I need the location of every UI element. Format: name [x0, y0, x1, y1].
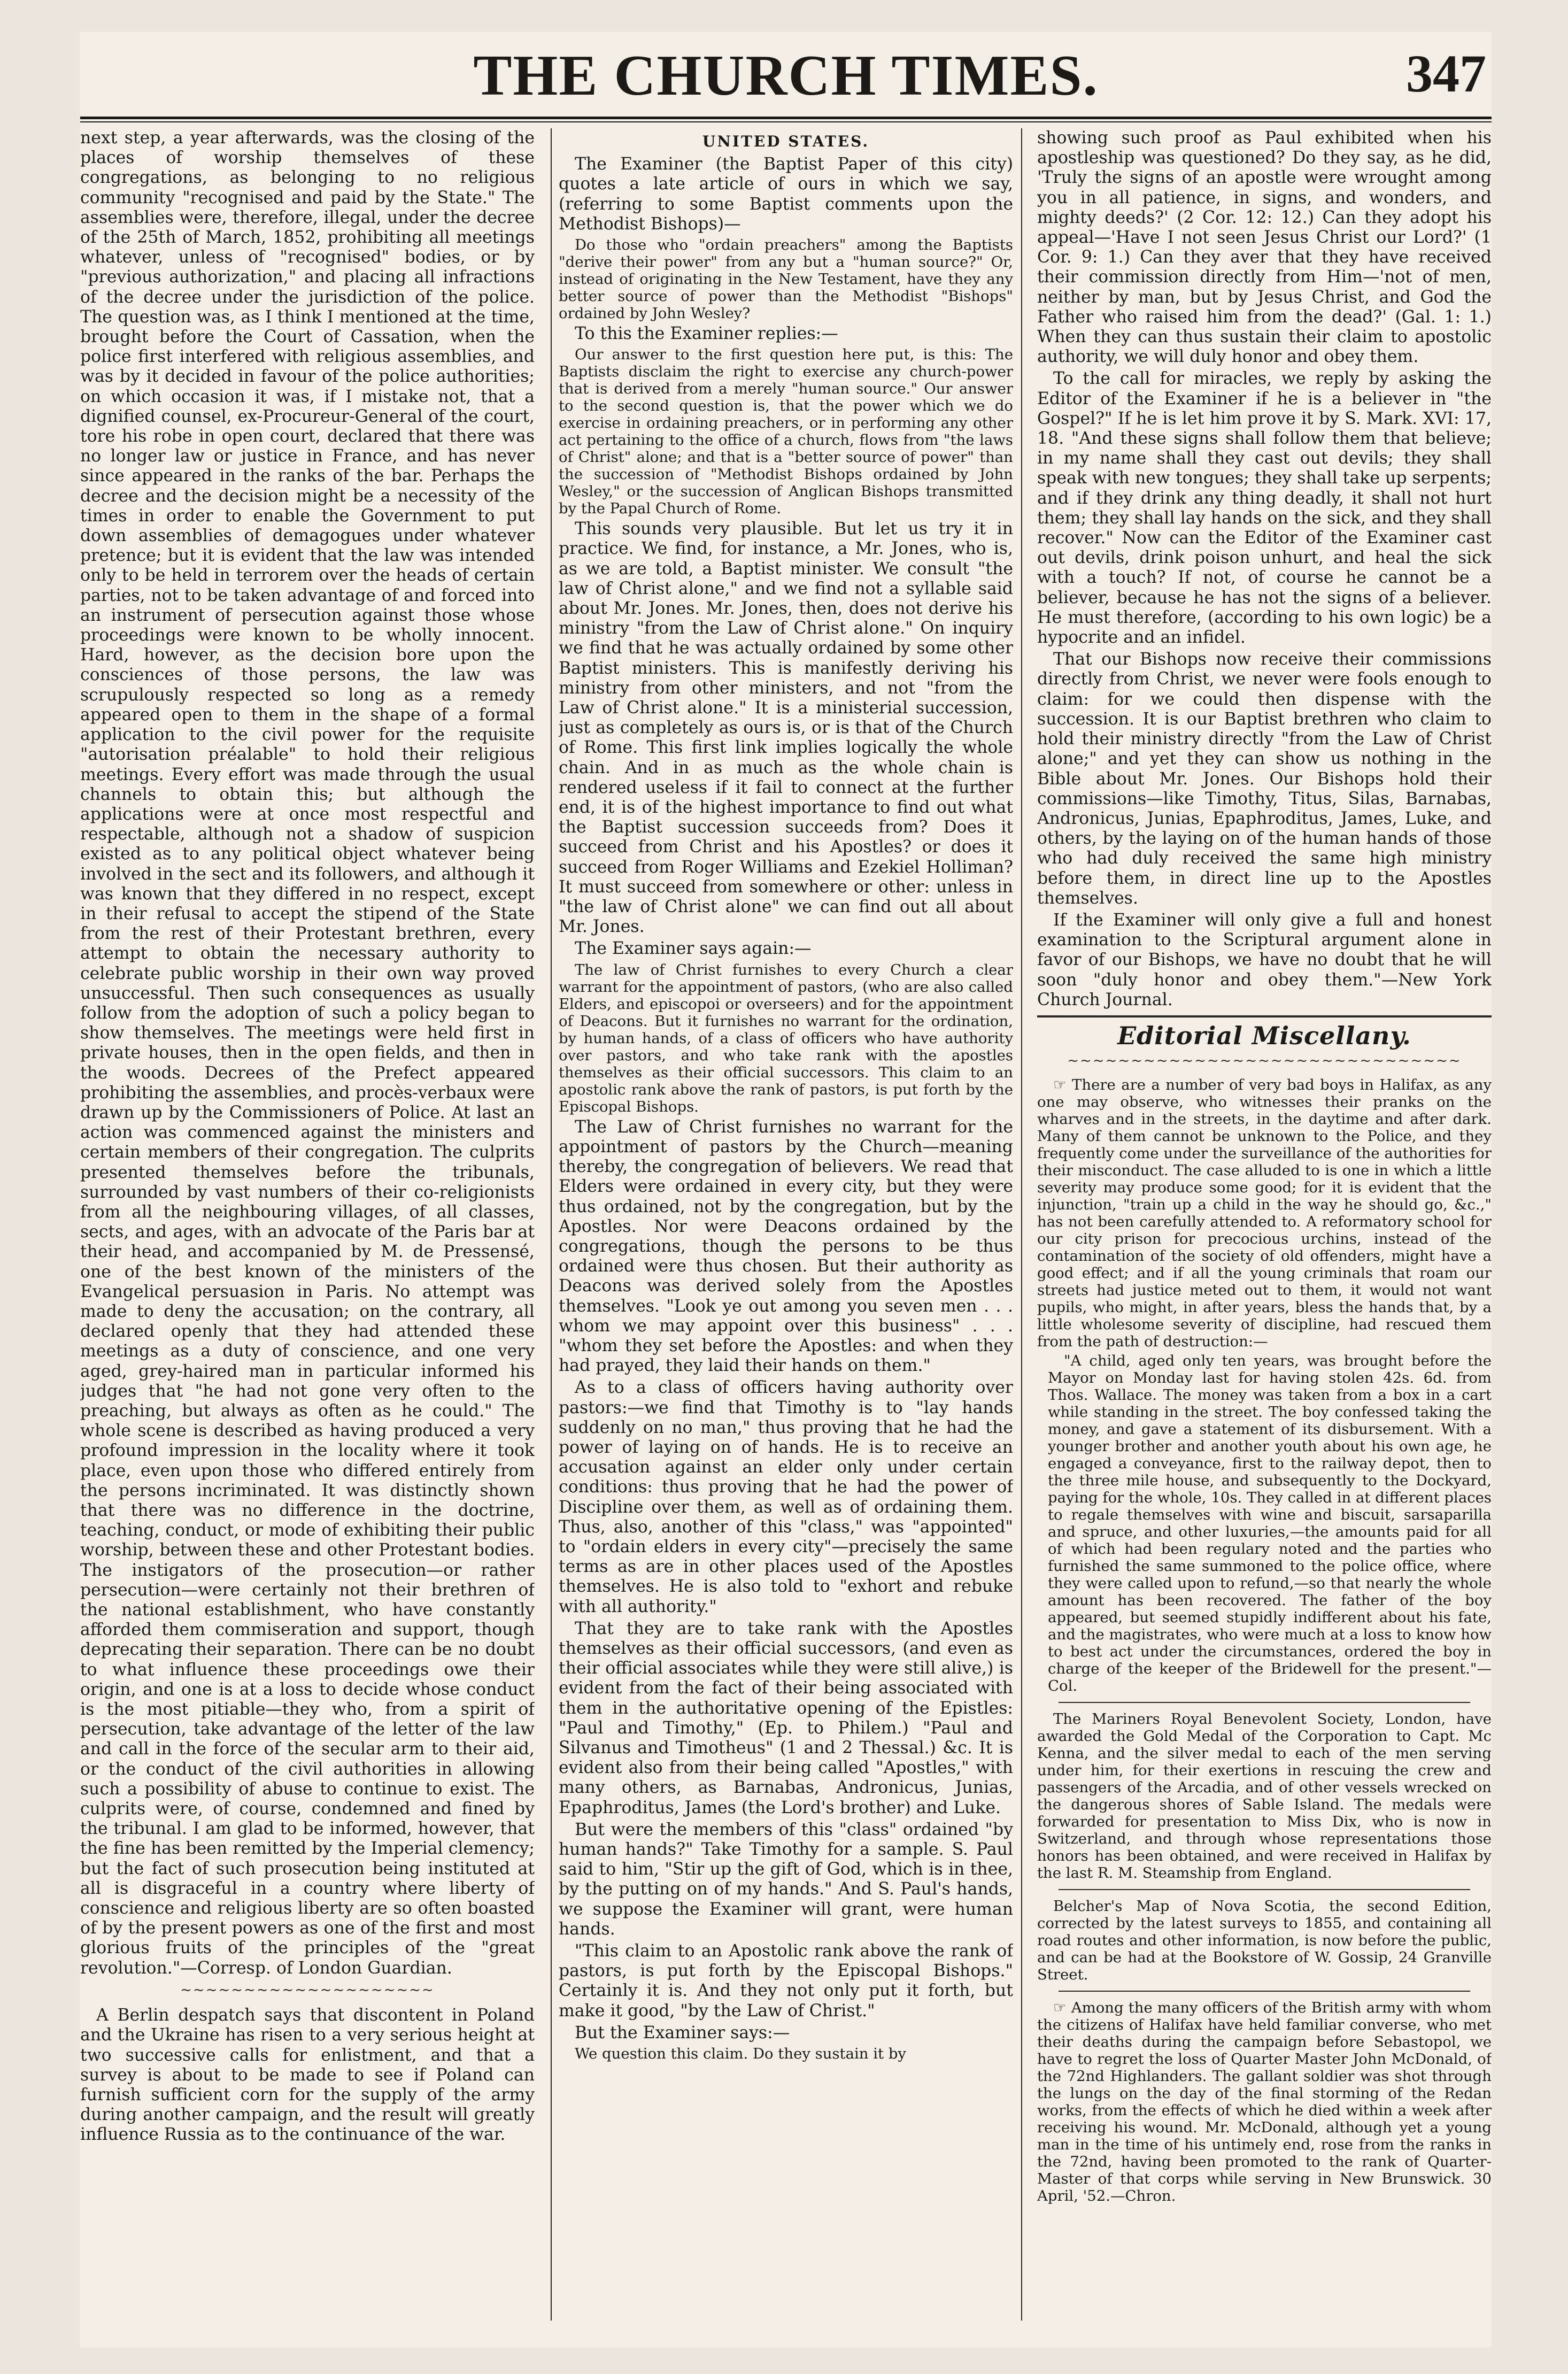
quoted-paragraph: The law of Christ furnishes to every Church a clear warrant for the appointment of pastors, (who are also called Elders, and episcopoi or overseers) and for the appointment of Deacons. But it furnishes no warrant for the ordination, by human hands, of a class of officers who have authority over pastors, and who take rank with the apostles themselves as their official successors. This claim to an apostolic rank above the rank of pastors, is put forth by the Episcopal Bishops. [559, 961, 1013, 1115]
columns [80, 128, 1492, 2337]
quoted-paragraph: Do those who "ordain preachers" among the Baptists "derive their power" from any but a "human source?" Or, instead of originating in the New Testament, have they any better source of power than the Methodist "Bishops" ordained by John Wesley? [559, 236, 1013, 322]
article-paragraph: That our Bishops now receive their commissions directly from Christ, we never were fools enough to claim: for we could then dispense with the succession. It is our Baptist brethren who claim to hold their ministry directly "from the Law of Christ alone;" and yet they can show us nothing in the Bible about Mr. Jones. Our Bishops hold their commissions—like Timothy, Titus, Silas, Barnabas, Andronicus, Junias, Epaphroditus, James, Luke, and others, by the laying on of the human hands of those who had duly received the same high ministry before them, in direct line up to the Apostles themselves. [1037, 650, 1492, 908]
masthead-rule-thick [80, 117, 1492, 119]
column-3 [1037, 128, 1492, 2337]
article-paragraph: The Examiner (the Baptist Paper of this city) quotes a late article of ours in which we say, (referring to some Baptist comments upon the Methodist Bishops)— [559, 155, 1013, 234]
quoted-paragraph: Our answer to the first question here put, is this: The Baptists disclaim the right to exercise any church-power that is derived from a merely "human source." Our answer to the second question is, that the power which we do exercise in ordaining preachers, or in performing any other act pertaining to the office of a church, flows from "the laws of Christ" alone; and that is a "better source of power" than the succession of "Methodist Bishops ordained by John Wesley," or the succession of Anglican Bishops transmitted by the Papal Church of Rome. [559, 346, 1013, 518]
newspaper-page [80, 32, 1492, 2347]
column-2 [559, 128, 1013, 2337]
article-paragraph: But were the members of this "class" ordained "by human hands?" Take Timothy for a sample. S. Paul said to him, "Stir up the gift of God, which is in thee, by the putting on of my hands." And S. Paul's hands, we suppose the Examiner will grant, were human hands. [559, 1820, 1013, 1939]
misc-item: "A child, aged only ten years, was brought before the Mayor on Monday last for having stolen 42s. 6d. from Thos. Wallace. The money was taken from a box in a cart while standing in the street. The boy confessed taking the money, and gave a statement of its disbursement. With a younger brother and another youth about his own age, he engaged a conveyance, first to the railway depot, then to the three mile house, and subsequently to the Dockyard, paying for the whole, 10s. They called in at different places to regale themselves with wine and biscuit, sarsaparilla and spruce, and other luxuries,—the amounts paid for all of which had been regulary noted and the parties who furnished the same summoned to the police office, where they were called upon to refund,—so that nearly the whole amount has been recovered. The father of the boy appeared, but seemed stupidly indifferent about his fate, and the magistrates, who were much at a loss to know how to best act under the circumstances, ordered the boy in charge of the keeper of the Bridewell for the present."—Col. [1048, 1352, 1492, 1695]
quoted-paragraph: We question this claim. Do they sustain it by [575, 2045, 906, 2063]
article-paragraph: A Berlin despatch says that discontent in Poland and the Ukraine has risen to a very serious height at two successive calls for enlistment, and that a survey is about to be made to see if Poland can furnish sufficient corn for the supply of the army during another campaign, and the result will greatly influence Russia as to the continuance of the war. [80, 2006, 535, 2145]
section-heading: UNITED STATES. [702, 133, 870, 150]
article-paragraph: "This claim to an Apostolic rank above the rank of pastors, is put forth by the Episcopal Bishops." Certainly it is. And they not only put it forth, but make it good, "by the Law of Christ." [559, 1941, 1013, 2021]
item-rule [1059, 1991, 1470, 1992]
misc-item: The Mariners Royal Benevolent Society, London, have awarded the Gold Medal of the Corporation to Capt. Mc Kenna, and the silver medal to each of the men serving under him, for their exertions in rescuing the crew and passengers of the Arcadia, and of other vessels wrecked on the dangerous shores of Sable Island. The medals were forwarded for presentation to Miss Dix, who is now in Switzerland, and through whose representations those honors has been obtained, and were received in Halifax by the last R. M. Steamship from England. [1037, 1710, 1492, 1882]
article-paragraph: To this the Examiner replies:— [575, 324, 838, 344]
article-paragraph: To the call for miracles, we reply by asking the Editor of the Examiner if he is a believer in "the Gospel?" If he is let him prove it by S. Mark. XVI: 17, 18. "And these signs shall follow them that believe; in my name shall they cast out devils; they shall speak with new tongues; they shall take up serpents; and if they drink any thing deadly, it shall not hurt them; they shall lay hands on the sick, and they shall recover." Now can the Editor of the Examiner cast out devils, drink poison unhurt, and heal the sick with a touch? If not, of course he cannot be a believer, because he has not the signs of a believer. He must therefore, (according to his own logic) be a hypocrite and an infidel. [1037, 369, 1492, 648]
misc-item: ☞ Among the many officers of the British army with whom the citizens of Halifax have held familiar converse, who met their deaths during the campaign before Sebastopol, we have to regret the loss of Quarter Master John McDonald, of the 72nd Highlanders. The gallant soldier was shot through the lungs on the day of the final storming of the Redan works, from the effects of which he died within a week after receiving his wound. Mr. McDonald, although yet a young man in the time of his untimely end, rose from the ranks in the 72nd, having been promoted to the rank of Quarter-Master of that corps while serving in New Brunswick. 30 April, '52.—Chron. [1037, 1999, 1492, 2205]
article-paragraph: This sounds very plausible. But let us try it in practice. We find, for instance, a Mr. Jones, who is, as we are told, a Baptist minister. We consult "the law of Christ alone," and we find not a syllable said about Mr. Jones. Mr. Jones, then, does not derive his ministry "from the Law of Christ alone." On inquiry we find that he was actually ordained by some other Baptist ministers. This is manifestly deriving his ministry from other ministers, and not "from the Law of Christ alone." It is a ministerial succession, just as completely as ours is, or is that of the Church of Rome. This first link implies logically the whole chain. And in as much as the whole chain is rendered useless if it fail to connect at the further end, it is of the highest importance to find out what the Baptist succession succeeds from? Does it succeed from Christ and his Apostles? or does it succeed from Roger Williams and Ezekiel Holliman? It must succeed from somewhere or other: unless in "the law of Christ alone" we can find out all about Mr. Jones. [559, 519, 1013, 937]
column-1 [80, 128, 535, 2337]
masthead [80, 32, 1492, 112]
article-paragraph: But the Examiner says:— [575, 2023, 790, 2042]
editorial-miscellany-heading: Editorial Miscellany. [1117, 1021, 1411, 1050]
section-rule [1037, 1015, 1492, 1018]
article-paragraph: That they are to take rank with the Apostles themselves as their official successors, (and even as their official associates while they were still alive,) is evident from the fact of their being associated with them in the authoritative opening of the Epistles: "Paul and Timothy," (Ep. to Philem.) "Paul and Silvanus and Timotheus" (1 and 2 Thessal.) &c. It is evident also from their being called "Apostles," with many others, as Barnabas, Andronicus, Junias, Epaphroditus, James (the Lord's brother) and Luke. [559, 1618, 1013, 1817]
misc-item: Belcher's Map of Nova Scotia, the second Edition, corrected by the latest surveys to 1855, and containing all road routes and other information, is now before the public, and can be had at the Bookstore of W. Gossip, 24 Granville Street. [1037, 1898, 1492, 1984]
article-paragraph: The Law of Christ furnishes no warrant for the appointment of pastors by the Church—meaning thereby, the congregation of believers. We read that Elders were ordained in every city, but they were thus ordained, not by the congregation, but by the Apostles. Nor were Deacons ordained by the congregations, though the persons to be thus ordained were thus chosen. But their authority as Deacons was derived solely from the Apostles themselves. "Look ye out among you seven men . . . whom we may appoint over this business" . . . "whom they set before the Apostles: and when they had prayed, they laid their hands on them." [559, 1117, 1013, 1376]
item-rule [1059, 1702, 1470, 1703]
article-paragraph: next step, a year afterwards, was the closing of the places of worship themselves of these congregations, as belonging to no religious community "recognised and paid by the State." The assemblies were, therefore, illegal, under the decree of the 25th of March, 1852, prohibiting all meetings whatever, unless of "recognised" bodies, or by "previous authorization," and placing all infractions of the decree under the jurisdiction of the police. The question was, as I think I mentioned at the time, brought before the Court of Cassation, when the police first interfered with religious assemblies, and was by it decided in favour of the police authorities; on which occasion it was, if I mistake not, that a dignified counsel, ex-Procureur-General of the court, tore his robe in open court, declared that there was no longer law or justice in France, and has never since appeared in the ranks of the bar. Perhaps the decree and the decision might be a necessity of the times in order to enable the Government to put down assemblies of demagogues under whatever pretence; but it is evident that the law was intended only to be held in terrorem over the heads of certain parties, not to be taken advantage of and forced into an instrument of persecution against those whose proceedings were known to be wholly innocent. Hard, however, as the decision bore upon the consciences of those persons, the law was scrupulously respected so long as a remedy appeared open to them in the shape of a formal application to the civil power for the requisite "autorisation préalable" to hold their religious meetings. Every effort was made through the usual channels to obtain this; but although the applications were at once most respectful and respectable, although not a shadow of suspicion existed as to any political object whatever being involved in the sect and its followers, and although it was known that they differed in no respect, except in their refusal to accept the stipend of the State from the rest of their Protestant brethren, every attempt to obtain the necessary authority to celebrate public worship in their own way proved unsuccessful. Then such consequences as usually follow from the adoption of such a policy began to show themselves. The meetings were held first in private houses, then in the open fields, and then in the woods. Decrees of the Prefect appeared prohibiting the assemblies, and procès-verbaux were drawn up by the Commissioners of Police. At last an action was commenced against the ministers and certain members of their congregation. The culprits presented themselves before the tribunals, surrounded by vast numbers of their co-religionists from all the neighbouring villages, of all classes, sects, and ages, with an advocate of the Paris bar at their head, and accompanied by M. de Pressensé, one of the best known of the ministers of the Evangelical persuasion in Paris. No attempt was made to deny the accusation; on the contrary, all declared openly that they had attended these meetings as a duty of conscience, and one very aged, grey-haired man in particular informed his judges that "he had not gone very often to the preaching, but always as often as he could." The whole scene is described as having produced a very profound impression in the locality where it took place, even upon those who differed entirely from the persons incriminated. It was distinctly shown that there was no difference in the doctrine, teaching, conduct, or mode of exhibiting their public worship, between these and other Protestant bodies. The instigators of the prosecution—or rather persecution—were certainly not their brethren of the national establishment, who have constantly afforded them commiseration and support, though deprecating their separation. There can be no doubt to what influence these proceedings owe their origin, and one is at a loss to decide whose conduct is the most pitiable—they who, from a spirit of persecution, take advantage of the letter of the law and call in the force of the secular arm to their aid, or the conduct of the civil authorities in allowing such a possibility of abuse to continue to exist. The culprits were, of course, condemned and fined by the tribunal. I am glad to be informed, however, that the fine has been remitted by the Imperial clemency; but the fact of such prosecution being instituted at all is disgraceful in a country where liberty of conscience and religious liberty are so often boasted of by the present powers as one of the first and most glorious fruits of the principles of the "great revolution."—Corresp. of London Guardian. [80, 128, 535, 1978]
article-paragraph: If the Examiner will only give a full and honest examination to the Scriptural argument alone in favor of our Bishops, we have no doubt that he will soon "duly honor and obey them."—New York Church Journal. [1037, 910, 1492, 1009]
newspaper-title: THE CHURCH TIMES. [473, 44, 1099, 107]
masthead-rule-thin [80, 121, 1492, 122]
article-paragraph: As to a class of officers having authority over pastors:—we find that Timothy is to "lay hands suddenly on no man," thus proving that he had the power of laying on of hands. He is to receive an accusation against an elder only under certain conditions: thus proving that he had the power of Discipline over them, as well as of ordaining them. Thus, also, another of this "class," was "appointed" to "ordain elders in every city"—precisely the same terms as are in other places used of the Apostles themselves. He is also told to "exhort and rebuke with all authority." [559, 1378, 1013, 1616]
article-paragraph: The Examiner says again:— [575, 939, 812, 959]
page-number: 347 [1406, 44, 1486, 103]
misc-item: ☞ There are a number of very bad boys in Halifax, as any one may observe, who witnesses their pranks on the wharves and in the streets, in the daytime and after dark. Many of them cannot be unknown to the Police, and they frequently come under the surveillance of the authorities for their misconduct. The case alluded to is one in which a little severity may produce some good; for it is evident that the injunction, "train up a child in the way he should go, &c.," has not been carefully attended to. A reformatory school for our city prison for precocious urchins, instead of the contamination of the society of old offenders, might have a good effect; and if all the young criminals that roam our streets had justice meted out to them, it would not want pupils, who might, in after years, bless the hands that, by a little wholesome severity of discipline, had rescued them from the path of destruction:— [1037, 1076, 1492, 1351]
item-rule [1059, 1889, 1470, 1890]
ornament-divider: ~~~~~~~~~~~~~~~~~~~~~~~~~~~~~~~ [1067, 1053, 1462, 1069]
ornament-divider: ~~~~~~~~~~~~~~~~~~~~ [180, 1982, 435, 1998]
article-paragraph: showing such proof as Paul exhibited when his apostleship was questioned? Do they say, as he did, 'Truly the signs of an apostle were wrought among you in all patience, in signs, and wonders, and mighty deeds?' (2 Cor. 12: 12.) Can they adopt his appeal—'Have I not seen Jesus Christ our Lord?' (1 Cor. 9: 1.) Can they aver that they have received their commission directly from Him—'not of men, neither by man, but by Jesus Christ, and God the Father who raised him from the dead?' (Gal. 1: 1.) When they can thus sustain their claim to apostolic authority, we will duly honor and obey them. [1037, 128, 1492, 367]
